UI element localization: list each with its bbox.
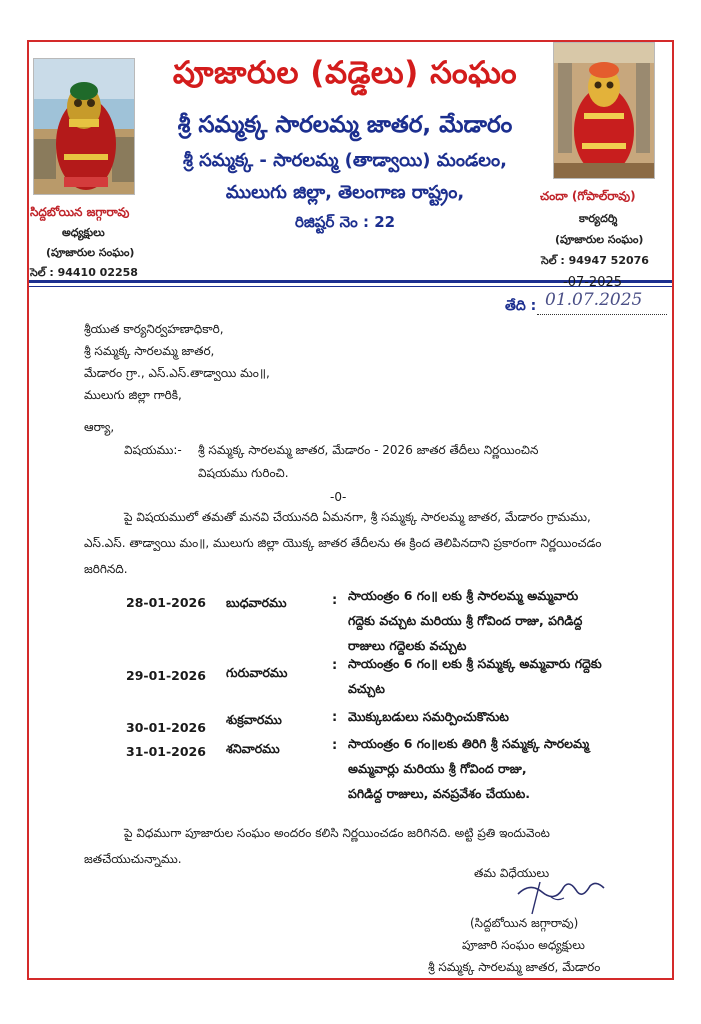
- deity-photo-right: [553, 42, 655, 179]
- schedule-colon: :: [332, 593, 338, 608]
- recipient-line-1: శ్రీయుత కార్యనిర్వహణాధికారి,: [84, 322, 224, 336]
- left-contact-name: సిద్దబోయిన జగ్గారావు: [30, 205, 130, 219]
- signatory-title: పూజారి సంఘం అధ్యక్షులు: [462, 938, 585, 952]
- schedule-desc-2: [348, 651, 668, 701]
- schedule-desc-line: వచ్చుట: [348, 681, 385, 696]
- schedule-desc-line: సాయంత్రం 6 గం॥లకు తిరిగి శ్రీ సమ్మక్క సారలమ్మ: [348, 736, 590, 751]
- date-underline: [537, 314, 667, 315]
- schedule-colon: :: [332, 658, 338, 673]
- subject-line-1: శ్రీ సమ్మక్క సారలమ్మ జాతర, మేడారం - 2026 జాతర తేదీలు నిర్ణయించిన: [198, 443, 539, 457]
- registration-number: రిజిష్టర్ నెం : 22: [294, 213, 396, 231]
- address-line-1: శ్రీ సమ్మక్క - సారలమ్మ (తాడ్వాయి) మండలం,: [182, 150, 508, 171]
- schedule-desc-line: రాజులు గద్దెలకు వచ్చుట: [348, 638, 467, 653]
- schedule-desc-3: [348, 704, 668, 729]
- schedule-desc-line: గద్దెకు వచ్చుట మరియు శ్రీ గోవింద రాజు, పగిడిద్ద: [348, 613, 583, 628]
- right-contact-name: చందా (గోపాల్‌రావు): [540, 189, 636, 203]
- schedule-day-3: శుక్రవారము: [226, 712, 282, 727]
- subject-line-2: విషయము గురించి.: [198, 466, 289, 480]
- body-paragraph: పై విషయములో తమతో మనవి చేయునది ఏమనగా, శ్రీ సమ్మక్క సారలమ్మ జాతర, మేడారం గ్రామము, ఎస్.ఎస్. తాడ్వాయి మం॥, ములుగు జిల్లా యొక్క జాతర తేదీలను ఈ క్రింద తెలిపినదాని ప్రకారంగా నిర్ణయించడం జరిగినది.: [84, 510, 602, 576]
- right-contact-phone: సెల్ : 94947 52076: [541, 254, 649, 267]
- schedule-desc-line: మొక్కుబడులు సమర్పించుకొనుట: [348, 709, 509, 724]
- left-contact-phone: సెల్ : 94410 02258: [30, 266, 138, 279]
- event-subtitle: శ్రీ సమ్మక్క సారలమ్మ జాతర, మేడారం: [177, 112, 513, 138]
- handwritten-date: 01.07.2025: [545, 290, 643, 310]
- section-separator: -0-: [330, 490, 347, 504]
- schedule-date-2: 29-01-2026: [126, 668, 206, 683]
- schedule-day-1: బుధవారము: [226, 595, 287, 610]
- closing-paragraph: పై విధముగా పూజారుల సంఘం అందరం కలిసి నిర్ణయించడం జరిగినది. అట్టి ప్రతి ఇందువెంట జతచేయుచున్నాము.: [84, 826, 550, 866]
- salutation: ఆర్యా,: [84, 420, 115, 434]
- schedule-colon: :: [332, 710, 338, 725]
- address-line-2: ములుగు జిల్లా, తెలంగాణ రాష్ట్రం,: [225, 182, 465, 203]
- deity-photo-left: [33, 58, 135, 195]
- schedule-desc-line: పగిడిద్ద రాజులు, వనప్రవేశం చేయుట.: [348, 786, 531, 801]
- subject-label: విషయము:-: [124, 443, 182, 457]
- right-contact-role: కార్యదర్శి: [579, 212, 618, 225]
- recipient-line-3: మేడారం గ్రా., ఎస్.ఎస్.తాడ్వాయి మం॥,: [84, 366, 270, 380]
- schedule-desc-line: అమ్మవార్లు మరియు శ్రీ గోవింద రాజు,: [348, 761, 527, 776]
- right-contact-org: (పూజారుల సంఘం): [555, 233, 644, 246]
- signatory-name: (సిద్దబోయిన జగ్గారావు): [470, 916, 579, 930]
- schedule-desc-line: సాయంత్రం 6 గం॥ లకు శ్రీ సారలమ్మ అమ్మవారు: [348, 588, 579, 603]
- signatory-org: శ్రీ సమ్మక్క సారలమ్మ జాతర, మేడారం: [428, 960, 601, 974]
- closing-remark: తమ విధేయులు: [474, 866, 550, 880]
- recipient-line-4: ములుగు జిల్లా గారికి,: [84, 388, 182, 402]
- schedule-desc-4: [348, 731, 668, 806]
- schedule-date-1: 28-01-2026: [126, 595, 206, 610]
- date-label: తేది :: [505, 298, 537, 314]
- schedule-desc-line: సాయంత్రం 6 గం॥ లకు శ్రీ సమ్మక్క అమ్మవారు గద్దెకు: [348, 656, 602, 671]
- handwritten-signature: [510, 872, 610, 917]
- left-contact-role: అధ్యక్షులు: [62, 226, 105, 239]
- schedule-desc-1: [348, 583, 668, 658]
- printed-date: -07-2025: [563, 275, 623, 290]
- recipient-line-2: శ్రీ సమ్మక్క సారలమ్మ జాతర,: [84, 344, 215, 358]
- schedule-colon: :: [332, 738, 338, 753]
- org-title: పూజారుల (వడ్డెలు) సంఘం: [172, 55, 518, 91]
- schedule-day-4: శనివారము: [226, 741, 280, 756]
- schedule-date-4: 31-01-2026: [126, 744, 206, 759]
- left-contact-org: (పూజారుల సంఘం): [46, 246, 135, 259]
- schedule-date-3: 30-01-2026: [126, 720, 206, 735]
- schedule-day-2: గురువారము: [226, 665, 288, 680]
